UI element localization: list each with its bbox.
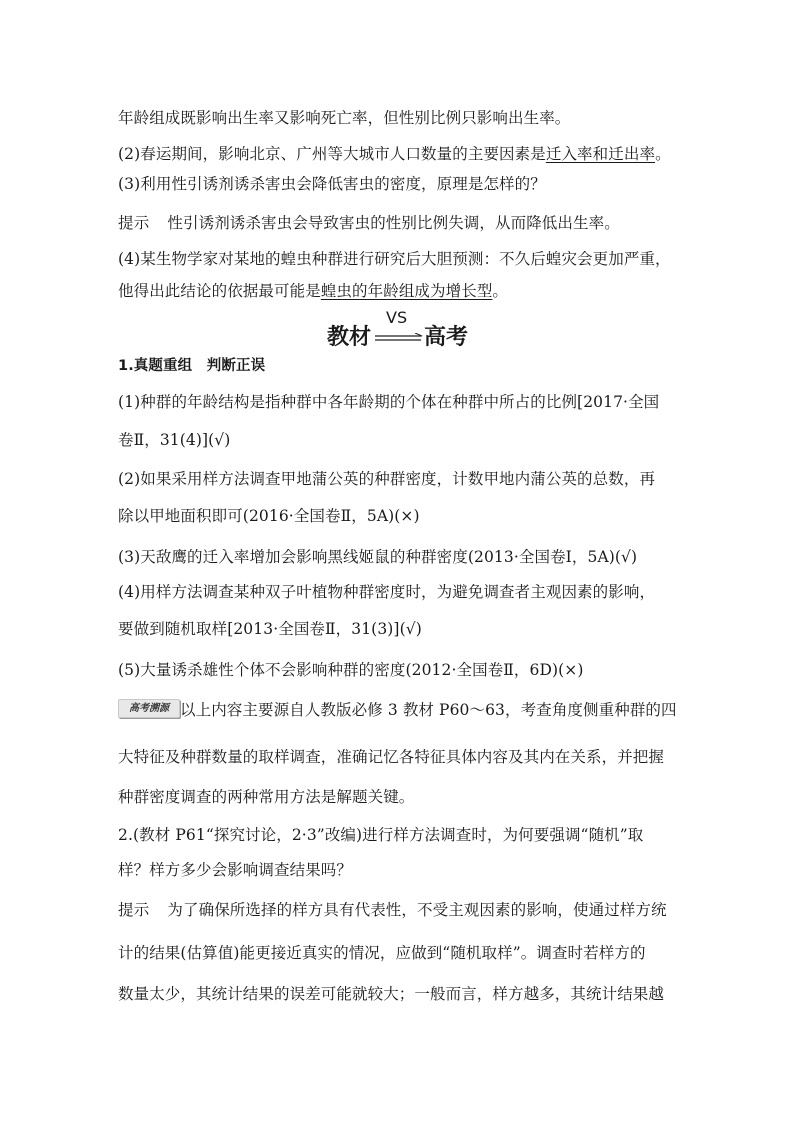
line-text: (2)如果采用样方法调查甲地蒲公英的种群密度，计数甲地内蒲公英的总数，再 bbox=[118, 470, 656, 488]
line-text: (1)种群的年龄结构是指种群中各年龄期的个体在种群中所占的比例[2017·全国 bbox=[118, 393, 660, 411]
line-text: 要做到随机取样[2013·全国卷Ⅱ，31(3)](√) bbox=[118, 620, 422, 638]
question-4 bbox=[118, 248, 671, 270]
line-text: 数量太少，其统计结果的误差可能就较大；一般而言，样方越多，其统计结果越 bbox=[118, 985, 665, 1003]
item-4-cont bbox=[118, 618, 422, 640]
line-text: 种群密度调查的两种常用方法是解题关键。 bbox=[118, 788, 415, 806]
hint-cont bbox=[118, 983, 664, 1005]
hint-text: 为了确保所选择的样方具有代表性，不受主观因素的影响，使通过样方统 bbox=[167, 901, 667, 919]
hint-label: 提示 bbox=[118, 214, 150, 232]
line-text: 。 bbox=[492, 282, 509, 300]
item-2-cont bbox=[118, 505, 420, 527]
source-badge: 高考溯源 bbox=[118, 699, 180, 718]
item-5 bbox=[118, 659, 584, 681]
line-text: 计的结果(估算值)能更接近真实的情况，应做到“随机取样”。调查时若样方的 bbox=[118, 944, 646, 962]
answer-underlined: 迁入率和迁出率 bbox=[545, 145, 656, 163]
divider-right-word: 高考 bbox=[424, 325, 469, 350]
source-text bbox=[180, 699, 677, 721]
line-text: 2.(教材 P61“探究讨论，2·3”改编)进行样方法调查时，为何要强调“随机”取 bbox=[118, 826, 644, 844]
item-2 bbox=[118, 468, 655, 490]
line-text: (3)天敌鹰的迁入率增加会影响黑线姬鼠的种群密度(2013·全国卷Ⅰ，5A)(√) bbox=[118, 548, 638, 566]
divider-left-word: 教材 bbox=[327, 325, 372, 350]
line-text: 除以甲地面积即可(2016·全国卷Ⅱ，5A)(×) bbox=[118, 507, 420, 525]
line-text: (2)春运期间，影响北京、广州等大城市人口数量的主要因素是 bbox=[118, 145, 546, 163]
question-2 bbox=[118, 143, 671, 165]
item-1-cont bbox=[118, 429, 230, 451]
question-4-cont bbox=[118, 280, 508, 302]
source-text-cont bbox=[118, 786, 414, 808]
hint-text: 性引诱剂诱杀害虫会导致害虫的性别比例失调，从而降低出生率。 bbox=[167, 214, 620, 232]
line-text: (3)利用性引诱剂诱杀害虫会降低害虫的密度，原理是怎样的？ bbox=[118, 175, 546, 193]
line-text: 卷Ⅱ，31(4)](√) bbox=[118, 431, 231, 449]
section-heading bbox=[118, 355, 265, 377]
divider-vs: VS bbox=[386, 308, 408, 327]
line-text: 以上内容主要源自人教版必修 3 教材 P60～63，考查角度侧重种群的四 bbox=[180, 701, 677, 719]
heading-text: 1.真题重组 判断正误 bbox=[118, 358, 266, 374]
answer-underlined: 蝗虫的年龄组成为增长型 bbox=[320, 282, 493, 300]
item-3 bbox=[118, 546, 637, 568]
question-3 bbox=[118, 173, 546, 195]
line-text: 大特征及种群数量的取样调查，准确记忆各特征具体内容及其内在关系，并把握 bbox=[118, 748, 665, 766]
hint-label: 提示 bbox=[118, 901, 150, 919]
line-text: 。 bbox=[655, 145, 671, 163]
textbook-vs-exam-divider bbox=[0, 308, 794, 348]
line-text: (4)某生物学家对某地的蝗虫种群进行研究后大胆预测：不久后蝗灾会更加严重， bbox=[118, 250, 671, 268]
hint-line bbox=[118, 212, 620, 234]
line-text: 样？样方多少会影响调查结果吗？ bbox=[118, 861, 353, 879]
item-4 bbox=[118, 581, 655, 603]
hint-line bbox=[118, 899, 667, 921]
line-text: 年龄组成既影响出生率又影响死亡率，但性别比例只影响出生率。 bbox=[118, 109, 571, 127]
item-1 bbox=[118, 391, 659, 413]
line-text: (4)用样方法调查某种双子叶植物种群密度时，为避免调查者主观因素的影响， bbox=[118, 583, 656, 601]
line-text: 他得出此结论的依据最可能是 bbox=[118, 282, 321, 300]
line-text: (5)大量诱杀雄性个体不会影响种群的密度(2012·全国卷Ⅱ，6D)(×) bbox=[118, 661, 584, 679]
hint-cont bbox=[118, 942, 646, 964]
text-line bbox=[118, 107, 570, 129]
question-2-section-cont bbox=[118, 859, 352, 881]
question-2-section bbox=[118, 824, 643, 846]
double-arrow-icon bbox=[375, 333, 423, 343]
source-text-cont bbox=[118, 746, 664, 768]
